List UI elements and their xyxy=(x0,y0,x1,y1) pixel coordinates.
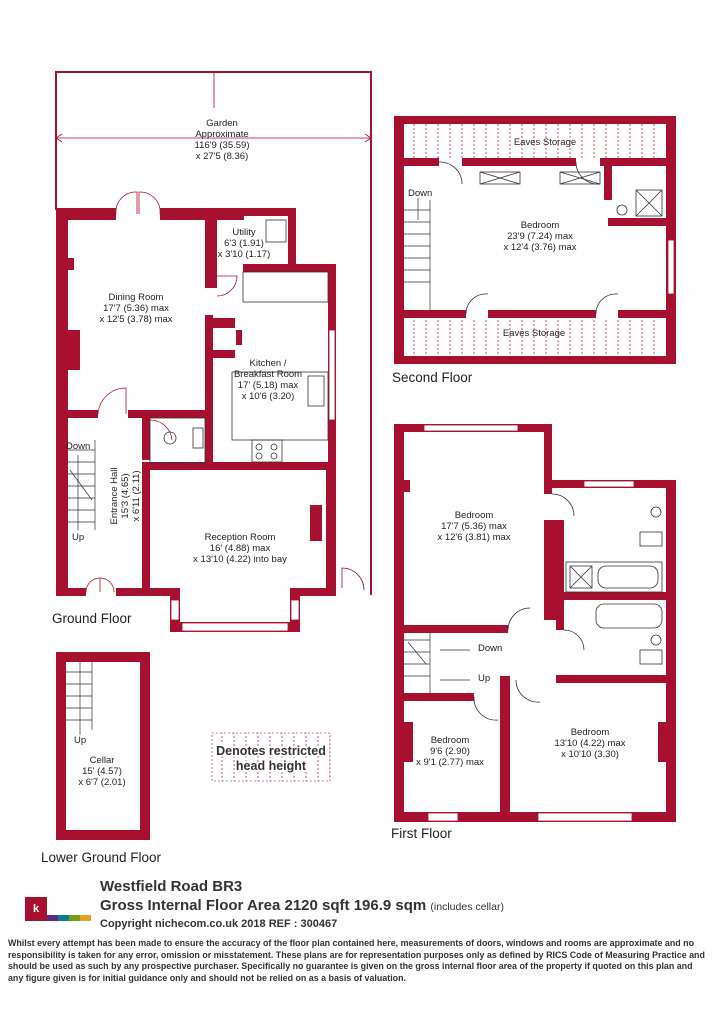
dining-room-name: Dining Room xyxy=(108,292,164,303)
company-logo xyxy=(25,897,91,921)
first-bedroom-main-name: Bedroom xyxy=(454,510,494,521)
utility-width: x 3'10 (1.17) xyxy=(217,249,271,260)
first-floor-title: First Floor xyxy=(391,826,452,841)
second-floor-plan xyxy=(392,116,676,385)
logo-stripe-teal xyxy=(58,915,69,921)
cellar-name: Cellar xyxy=(89,755,115,766)
first-stairs-down-label: Down xyxy=(478,643,503,654)
eaves-storage-top-label: Eaves Storage xyxy=(513,137,577,148)
restricted-height-legend xyxy=(212,733,330,781)
hall-name: Entrance Hall xyxy=(109,467,120,525)
second-stairs-down-label: Down xyxy=(408,188,433,199)
first-bedroom-main-width: x 12'6 (3.81) max xyxy=(437,532,511,543)
first-stairs-up-label: Up xyxy=(478,673,491,684)
second-bedroom-length: 23'9 (7.24) max xyxy=(507,231,573,242)
cellar-length: 15' (4.57) xyxy=(82,766,122,777)
first-floor-plan xyxy=(391,424,676,841)
hall-length: 15'3 (4.65) xyxy=(120,473,131,519)
cellar-width: x 6'7 (2.01) xyxy=(78,777,126,788)
first-bedroom-right-width: x 10'10 (3.30) xyxy=(561,749,619,760)
ground-floor-plan xyxy=(52,192,364,632)
eaves-storage-bottom-label: Eaves Storage xyxy=(502,328,566,339)
utility-length: 6'3 (1.91) xyxy=(224,238,264,249)
dining-room-length: 17'7 (5.36) max xyxy=(103,303,169,314)
garden-approx: Approximate xyxy=(195,129,249,140)
ground-floor-labels xyxy=(52,227,302,626)
lower-ground-floor-title: Lower Ground Floor xyxy=(41,850,162,865)
logo-mark: k xyxy=(25,897,47,921)
hall-width: x 6'11 (2.11) xyxy=(131,470,142,522)
kitchen-name-2: Breakfast Room xyxy=(233,369,303,380)
floor-area-note: (includes cellar) xyxy=(430,901,504,913)
footer xyxy=(100,877,700,932)
legend-line-1: Denotes restricted xyxy=(216,744,326,758)
garden-width: x 27'5 (8.36) xyxy=(195,151,249,162)
cellar-stairs xyxy=(66,662,92,735)
first-bedroom-right-length: 13'10 (4.22) max xyxy=(554,738,626,749)
first-bedroom-small-length: 9'6 (2.90) xyxy=(430,746,470,757)
second-floor-stairs xyxy=(404,198,430,310)
cellar-stairs-up-label: Up xyxy=(74,735,87,746)
garden-length: 116'9 (35.59) xyxy=(194,140,250,151)
reception-width: x 13'10 (4.22) into bay xyxy=(193,554,287,565)
second-bedroom-width: x 12'4 (3.76) max xyxy=(503,242,577,253)
ground-stairs-down-label: Down xyxy=(66,441,91,452)
kitchen-name-1: Kitchen / xyxy=(249,358,287,369)
utility-name: Utility xyxy=(232,227,256,238)
first-bedroom-small-width: x 9'1 (2.77) max xyxy=(416,757,484,768)
logo-stripe-orange xyxy=(80,915,91,921)
first-bedroom-small-name: Bedroom xyxy=(430,735,470,746)
legend-line-2: head height xyxy=(235,759,307,773)
garden-label xyxy=(195,118,250,162)
floor-area: Gross Internal Floor Area 2120 sqft 196.9 sqm xyxy=(100,897,427,914)
ground-stairs-up-label: Up xyxy=(72,532,85,543)
first-bedroom-main-length: 17'7 (5.36) max xyxy=(441,521,507,532)
lower-ground-floor-plan xyxy=(41,652,162,865)
first-bedroom-right-name: Bedroom xyxy=(570,727,610,738)
copyright: Copyright nichecom.co.uk 2018 REF : 300467 xyxy=(100,918,338,930)
property-address: Westfield Road BR3 xyxy=(100,878,243,895)
cellar-walls xyxy=(56,652,150,840)
first-floor-stairs xyxy=(404,633,470,693)
disclaimer: Whilst every attempt has been made to ensure the accuracy of the floor plan contained here, measurements of doors, windows and rooms are approximate and no responsibility is taken for any error, omission or misstatement. These plans are for representation purposes only as defined by RICS Code of Measuring Practice and should be used as such by any prospective purchaser. Specifically no guarantee is given on the gross internal floor area of the property if quoted on this plan and any figure given is for initial guidance only and should not be relied on as a basis of valuation. xyxy=(8,938,705,983)
logo-stripe-purple xyxy=(47,915,58,921)
kitchen-length: 17' (5.18) max xyxy=(237,380,299,391)
ground-floor-title: Ground Floor xyxy=(52,611,132,626)
reception-name: Reception Room xyxy=(204,532,276,543)
dining-room-width: x 12'5 (3.78) max xyxy=(99,314,173,325)
logo-stripe-green xyxy=(69,915,80,921)
kitchen-width: x 10'6 (3.20) xyxy=(241,391,295,402)
garden-name: Garden xyxy=(206,118,238,129)
second-floor-title: Second Floor xyxy=(392,370,473,385)
reception-length: 16' (4.88) max xyxy=(209,543,271,554)
ground-floor-stairs xyxy=(68,440,95,530)
floor-area-line xyxy=(100,896,700,917)
second-floor-windows xyxy=(668,240,674,294)
second-bedroom-name: Bedroom xyxy=(520,220,560,231)
entrance-hall-label xyxy=(109,467,142,524)
